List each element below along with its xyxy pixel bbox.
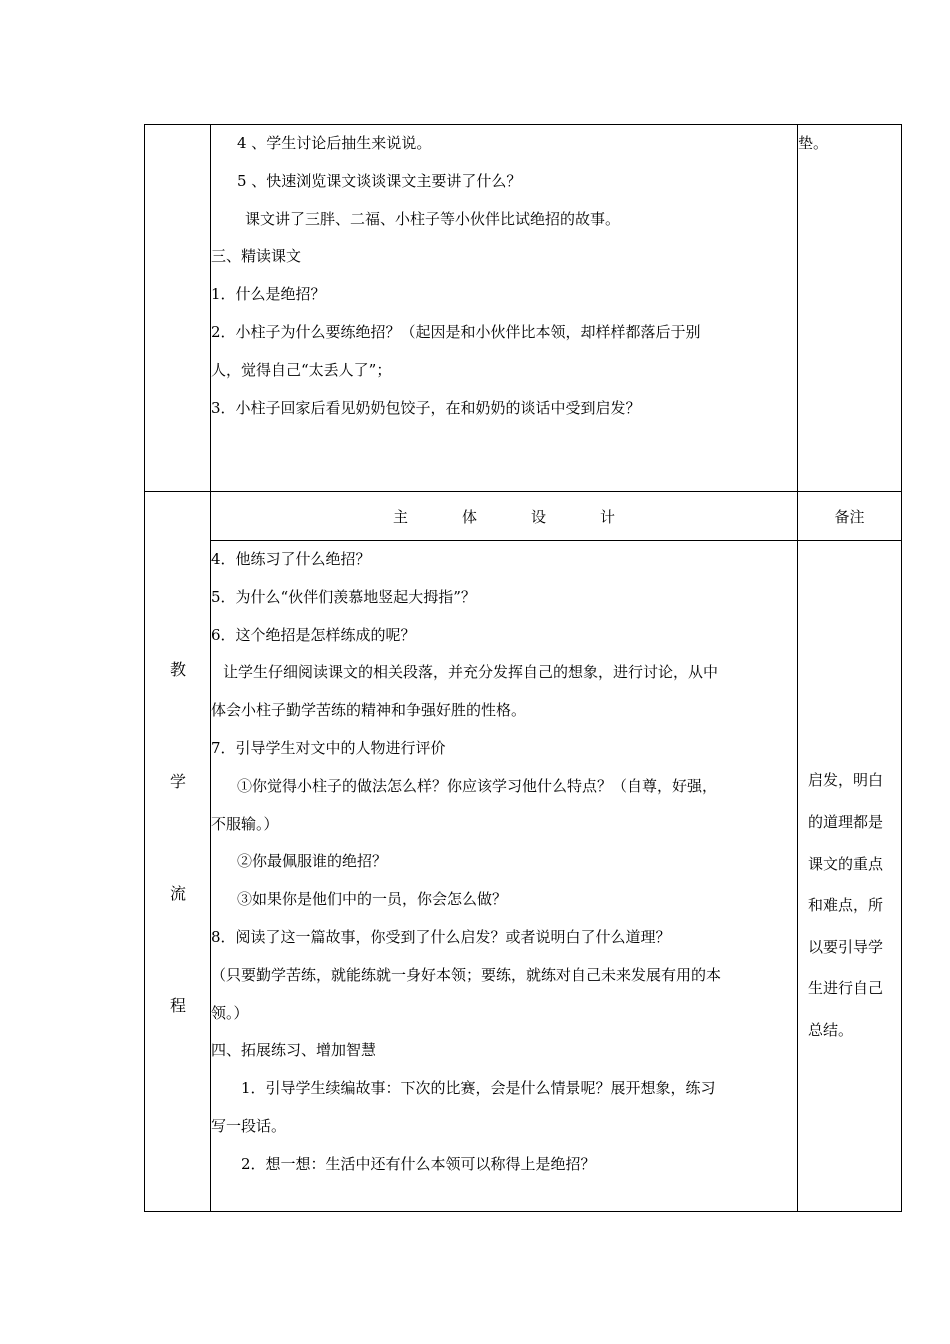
text-line: 让学生仔细阅读课文的相关段落，并充分发挥自己的想象，进行讨论，从中	[223, 663, 719, 682]
text-line: （只要勤学苦练，就能练就一身好本领；要练，就练对自己未来发展有用的本	[211, 965, 722, 984]
lesson-plan-table	[144, 124, 902, 1212]
text-line: 1．什么是绝招？	[211, 285, 326, 304]
remarks-header: 备注	[798, 492, 902, 541]
remark-cell	[798, 541, 902, 1212]
side-label-char: 程	[169, 996, 186, 1015]
text-line: ②你最佩服谁的绝招？	[237, 852, 388, 871]
continuation-note-cell	[798, 125, 902, 492]
section-heading: 三、精读课文	[211, 247, 302, 266]
main-content-row	[145, 541, 902, 1212]
text-line: 4 、学生讨论后抽生来说说。	[237, 134, 432, 152]
main-content	[211, 541, 798, 1212]
side-label-cell	[145, 492, 211, 1212]
remark-line: 和难点，所	[808, 896, 884, 914]
side-label-char: 学	[169, 772, 186, 791]
remark-line: 的道理都是	[808, 813, 884, 831]
side-label-char: 教	[169, 660, 186, 679]
header-row	[145, 492, 902, 541]
text-line: 5 、快速浏览课文谈谈课文主要讲了什么？	[237, 171, 522, 190]
section-heading: 四、拓展练习、增加智慧	[211, 1041, 377, 1060]
remark-line: 课文的重点	[808, 855, 884, 873]
empty-side-cell	[145, 125, 211, 492]
header-char: 设	[531, 507, 547, 526]
text-line: 人，觉得自己“太丢人了”；	[211, 360, 392, 379]
remark-line: 启发，明白	[808, 771, 884, 789]
remark-line: 总结。	[808, 1021, 854, 1039]
text-line: 领。）	[211, 1003, 249, 1022]
text-line: ①你觉得小柱子的做法怎么样？你应该学习他什么特点？（自尊，好强，	[237, 776, 718, 795]
text-line: 1．引导学生续编故事：下次的比赛，会是什么情景呢？展开想象，练习	[241, 1079, 716, 1098]
text-line: 2．小柱子为什么要练绝招？（起因是和小伙伴比本领，却样样都落后于别	[211, 322, 701, 341]
text-line: 不服输。）	[211, 814, 279, 833]
text-line: 写一段话。	[211, 1116, 287, 1135]
remark-line: 生进行自己	[808, 979, 884, 997]
main-design-header	[211, 492, 798, 541]
text-line: 5．为什么“伙伴们羡慕地竖起大拇指”？	[211, 587, 476, 606]
continuation-content	[211, 125, 798, 492]
text-line: 体会小柱子勤学苦练的精神和争强好胜的性格。	[211, 701, 527, 720]
text-line: 7．引导学生对文中的人物进行评价	[211, 738, 446, 757]
text-line: 8．阅读了这一篇故事，你受到了什么启发？或者说明白了什么道理？	[211, 927, 671, 946]
remark-line: 以要引导学	[808, 938, 884, 956]
text-line: 3．小柱子回家后看见奶奶包饺子，在和奶奶的谈话中受到启发？	[211, 398, 641, 417]
header-char: 主	[392, 507, 408, 526]
text-line: ③如果你是他们中的一员，你会怎么做？	[237, 890, 508, 909]
note-text: 垫。	[798, 134, 829, 152]
text-line: 课文讲了三胖、二福、小柱子等小伙伴比试绝招的故事。	[245, 209, 621, 228]
text-line: 6．这个绝招是怎样练成的呢？	[211, 625, 416, 644]
text-line: 4．他练习了什么绝招？	[211, 550, 371, 568]
header-char: 计	[600, 507, 616, 526]
header-char: 体	[461, 507, 477, 526]
side-label-char: 流	[169, 884, 186, 903]
text-line: 2．想一想：生活中还有什么本领可以称得上是绝招？	[241, 1154, 596, 1173]
continuation-row	[145, 125, 902, 492]
